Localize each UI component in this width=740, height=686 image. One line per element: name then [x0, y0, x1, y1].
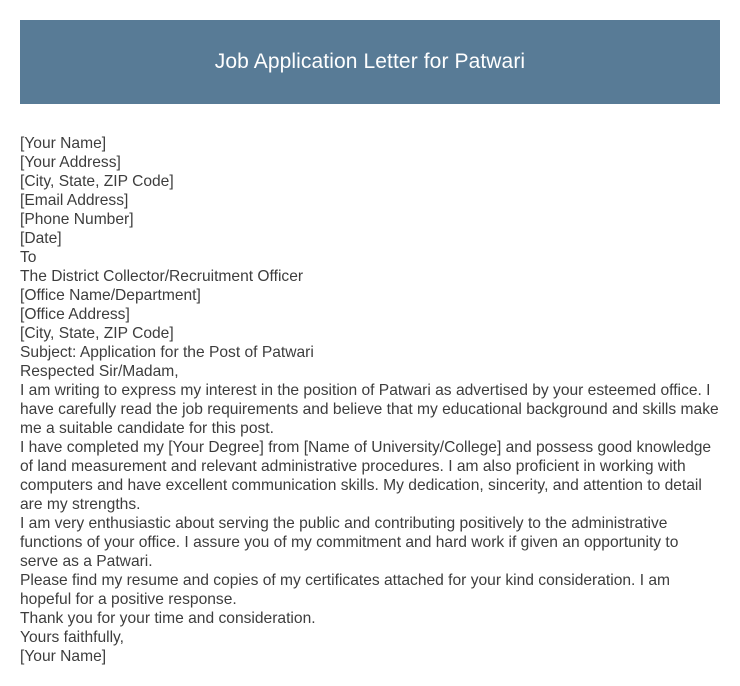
sender-address: [Your Address]: [20, 154, 121, 171]
sender-name: [Your Name]: [20, 135, 107, 152]
title-banner: [20, 20, 720, 104]
letter-subject: Subject: Application for the Post of Patwari: [20, 344, 314, 361]
letter-body: [20, 134, 720, 666]
sender-city-state-zip: [City, State, ZIP Code]: [20, 173, 174, 190]
recipient-title: The District Collector/Recruitment Officer: [20, 268, 304, 285]
signature-name: [Your Name]: [20, 648, 107, 665]
letter-date: [Date]: [20, 230, 62, 247]
letter-salutation: Respected Sir/Madam,: [20, 363, 179, 380]
sender-phone: [Phone Number]: [20, 211, 134, 228]
recipient-city-state-zip: [City, State, ZIP Code]: [20, 325, 174, 342]
body-paragraph: Thank you for your time and consideration.: [20, 610, 316, 627]
body-paragraph: I am very enthusiastic about serving the public and contributing positively to the administrative functions of your office. I assure you of my commitment and hard work if given an opportunity to serve as a Patwari.: [20, 515, 679, 570]
body-paragraph: Please find my resume and copies of my certificates attached for your kind consideration. I am hopeful for a positive response.: [20, 572, 671, 608]
to-label: To: [20, 249, 37, 266]
page-title: Job Application Letter for Patwari: [214, 50, 526, 73]
recipient-office-address: [Office Address]: [20, 306, 130, 323]
letter-closing: Yours faithfully,: [20, 629, 125, 646]
sender-email: [Email Address]: [20, 192, 129, 209]
recipient-office-name: [Office Name/Department]: [20, 287, 201, 304]
body-paragraph: I have completed my [Your Degree] from [Name of University/College] and possess good knowledge of land measurement and relevant administrative procedures. I am also proficient in working with computers and have excellent communication skills. My dedication, sincerity, and attention to detail are my strengths.: [20, 439, 712, 513]
body-paragraph: I am writing to express my interest in the position of Patwari as advertised by your esteemed office. I have carefully read the job requirements and believe that my educational background and skills make me a suitable candidate for this post.: [20, 382, 719, 437]
